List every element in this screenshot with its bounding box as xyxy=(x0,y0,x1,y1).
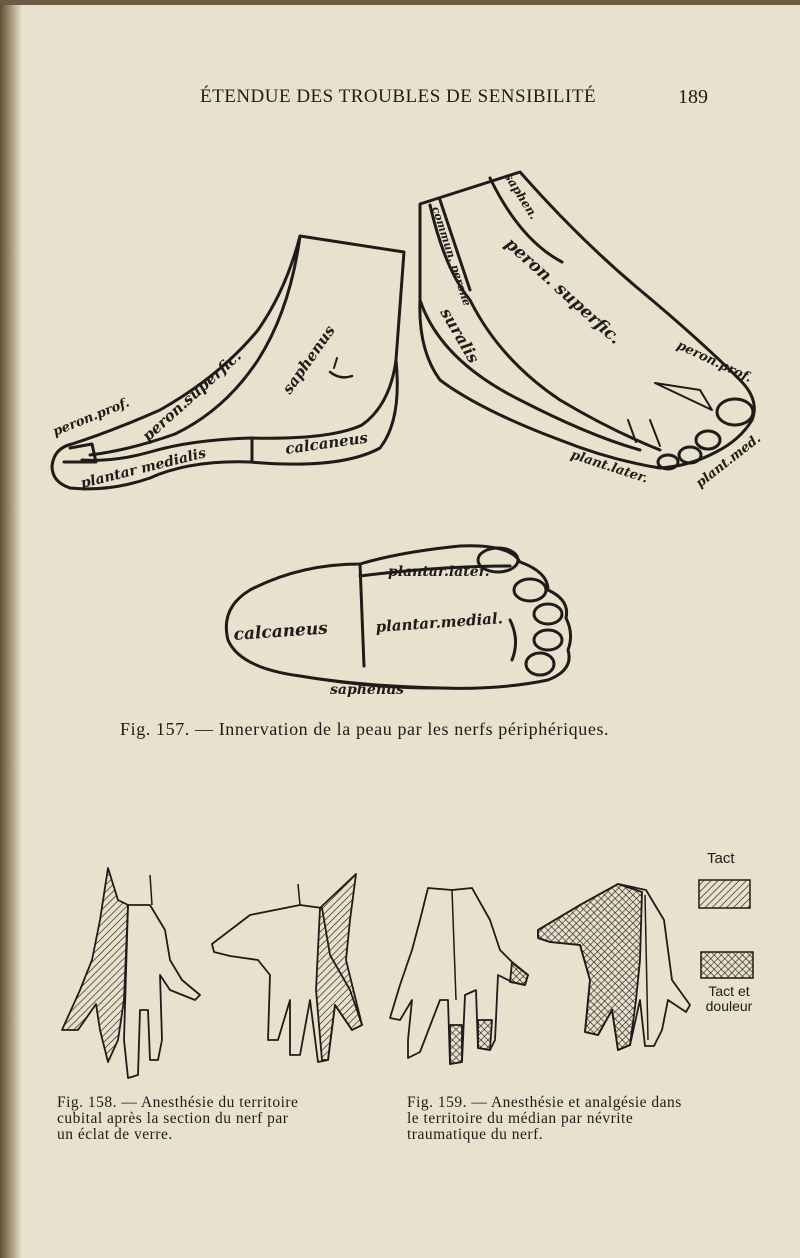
caption-line: Fig. 159. — Anesthésie et analgésie dans xyxy=(407,1094,682,1111)
legend-swatch-tact-douleur xyxy=(701,952,753,978)
legend-swatch-tact xyxy=(699,880,750,908)
legend-line: douleur xyxy=(705,998,753,1014)
caption-line: Fig. 158. — Anesthésie du territoire xyxy=(57,1094,299,1111)
hand-diagram-158b xyxy=(212,874,362,1062)
label-plantar-medialis: plantar medialis xyxy=(79,445,208,492)
label-saphenus-left: saphenus xyxy=(278,321,339,398)
caption-line: un éclat de verre. xyxy=(57,1126,173,1143)
hand-diagram-159b xyxy=(538,884,690,1050)
legend-label-tact-douleur xyxy=(699,984,759,1014)
label-peron-prof-left: peron.prof. xyxy=(50,395,132,440)
label-saphen-top: saphen. xyxy=(501,170,541,222)
hand-diagram-159a xyxy=(390,888,528,1064)
label-suralis: suralis xyxy=(436,304,484,367)
legend-label-tact: Tact xyxy=(707,850,735,867)
label-calcaneus-sole: calcaneus xyxy=(232,618,329,645)
label-calcaneus-left: calcaneus xyxy=(284,428,369,458)
label-peron-superfic-left: peron.superfic. xyxy=(138,346,245,445)
caption-line: le territoire du médian par névrite xyxy=(407,1110,634,1127)
label-plantar-later-sole: plantar.later. xyxy=(388,564,490,580)
label-plant-med: plant.med. xyxy=(693,431,764,492)
label-commun-perone: commun. perone xyxy=(429,204,474,308)
caption-line: traumatique du nerf. xyxy=(407,1126,544,1143)
hand-diagram-158a xyxy=(62,868,200,1078)
label-plant-later: plant.later. xyxy=(568,447,650,487)
label-saphenus-sole: saphenus xyxy=(330,682,405,698)
running-head: ÉTENDUE DES TROUBLES DE SENSIBILITÉ xyxy=(200,86,597,107)
label-plantar-medial-sole: plantar.medial. xyxy=(375,609,504,636)
legend-line: Tact et xyxy=(708,983,750,999)
label-peron-superfic-right: peron. superfic. xyxy=(500,233,626,349)
figure-158-caption xyxy=(57,1095,298,1143)
label-peron-prof-right: peron.prof. xyxy=(674,338,755,386)
caption-line: cubital après la section du nerf par xyxy=(57,1110,289,1127)
page-number: 189 xyxy=(678,86,708,108)
figure-157-caption: Fig. 157. — Innervation de la peau par les nerfs périphériques. xyxy=(120,719,610,739)
figure-159-caption xyxy=(407,1095,682,1143)
